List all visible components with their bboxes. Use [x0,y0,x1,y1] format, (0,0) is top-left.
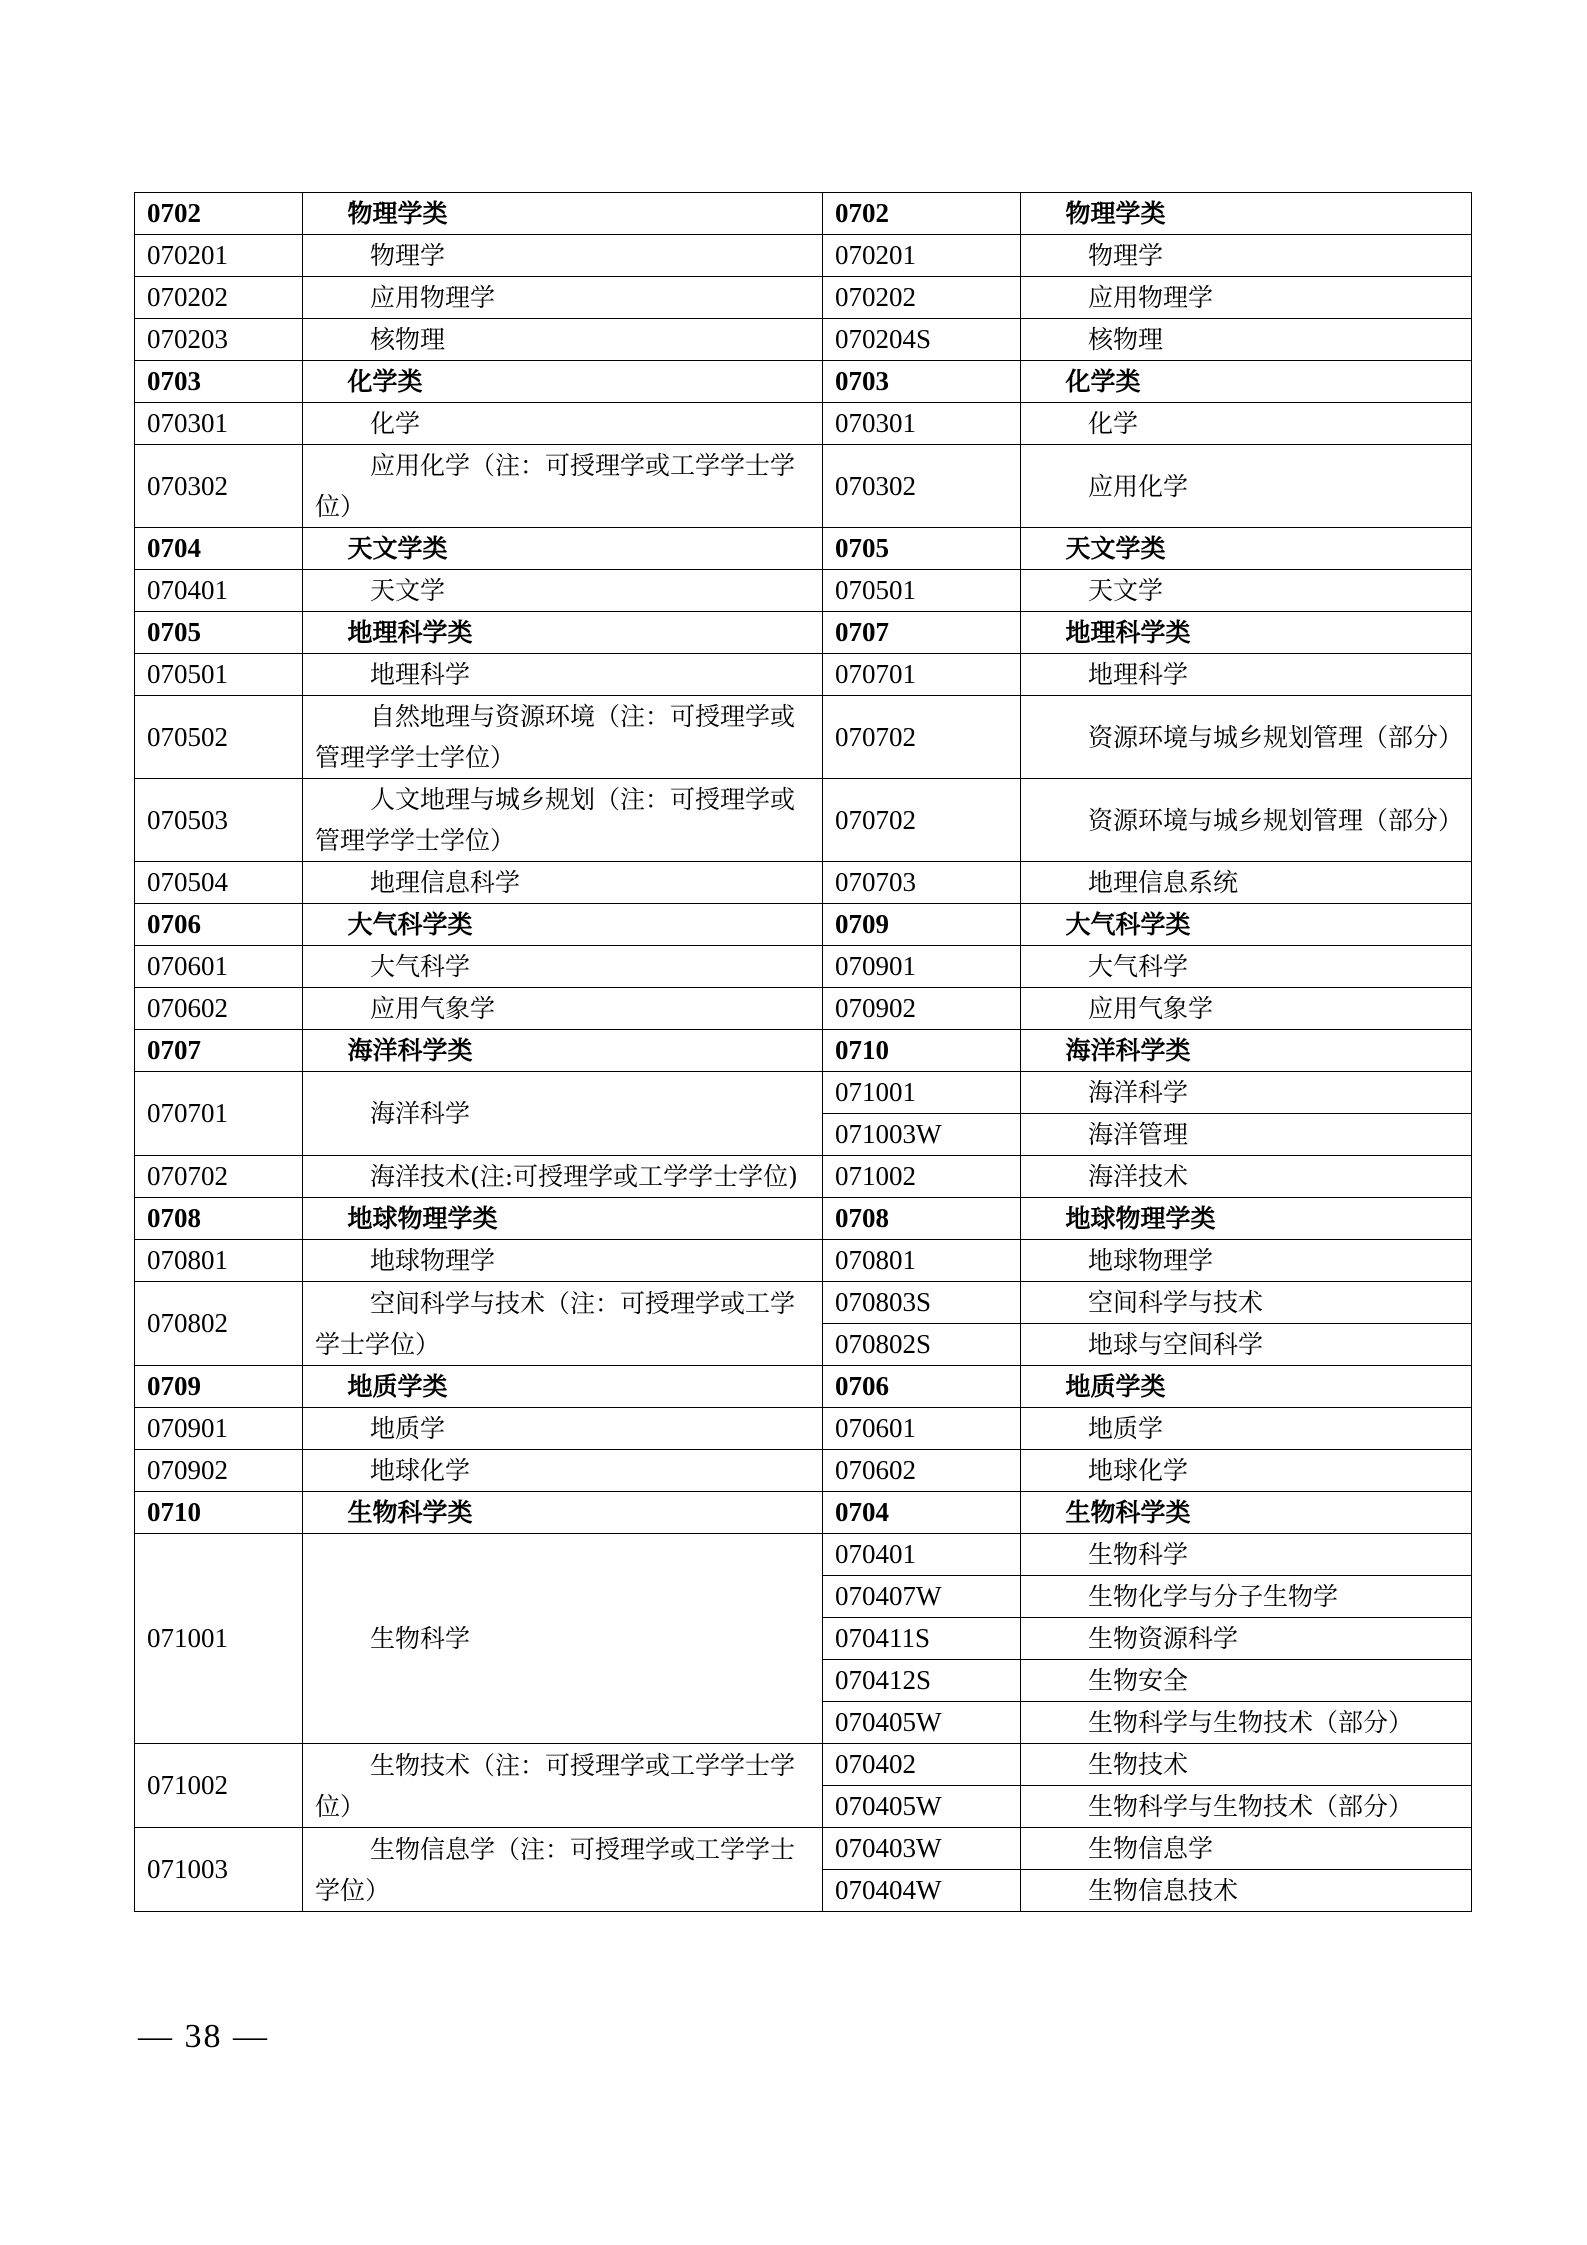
category-header-row [135,1492,1472,1534]
table-row [135,946,1472,988]
right-category-name: 大气科学类 [1021,904,1472,946]
page-number: — 38 — [138,2018,269,2055]
right-major-name: 资源环境与城乡规划管理（部分） [1021,779,1472,862]
right-major-code: 070602 [823,1450,1021,1492]
right-major-name: 海洋科学 [1021,1072,1472,1114]
right-major-code: 070302 [823,445,1021,528]
right-major-code: 070204S [823,319,1021,361]
right-major-name: 核物理 [1021,319,1472,361]
left-major-name: 应用气象学 [303,988,823,1030]
right-major-code: 070402 [823,1744,1021,1786]
left-major-code: 070201 [135,235,303,277]
category-header-row [135,1030,1472,1072]
left-major-name: 空间科学与技术（注：可授理学或工学学士学位） [303,1282,823,1366]
right-category-name: 海洋科学类 [1021,1030,1472,1072]
left-major-name: 地理科学 [303,654,823,696]
right-category-name: 地质学类 [1021,1366,1472,1408]
right-major-name: 物理学 [1021,235,1472,277]
left-category-code: 0709 [135,1366,303,1408]
table-row [135,235,1472,277]
left-major-code: 071003 [135,1828,303,1912]
category-header-row [135,193,1472,235]
right-major-name: 地球物理学 [1021,1240,1472,1282]
table-row [135,1156,1472,1198]
table-row [135,1408,1472,1450]
left-category-code: 0704 [135,528,303,570]
right-major-code: 070404W [823,1870,1021,1912]
category-header-row [135,1366,1472,1408]
left-major-code: 070302 [135,445,303,528]
right-major-name: 生物科学与生物技术（部分） [1021,1786,1472,1828]
table-row [135,319,1472,361]
left-major-name: 生物科学 [303,1534,823,1744]
left-category-name: 生物科学类 [303,1492,823,1534]
right-major-name: 大气科学 [1021,946,1472,988]
category-header-row [135,1198,1472,1240]
right-category-code: 0704 [823,1492,1021,1534]
right-major-name: 空间科学与技术 [1021,1282,1472,1324]
right-category-code: 0710 [823,1030,1021,1072]
left-major-name: 地理信息科学 [303,862,823,904]
right-major-code: 070412S [823,1660,1021,1702]
right-major-code: 070703 [823,862,1021,904]
left-major-name: 天文学 [303,570,823,612]
left-category-code: 0707 [135,1030,303,1072]
left-major-code: 070801 [135,1240,303,1282]
left-major-code: 070501 [135,654,303,696]
left-category-name: 地球物理学类 [303,1198,823,1240]
category-header-row [135,904,1472,946]
left-major-code: 070203 [135,319,303,361]
right-major-name: 化学 [1021,403,1472,445]
category-header-row [135,612,1472,654]
left-major-code: 070602 [135,988,303,1030]
table-row [135,403,1472,445]
left-major-code: 070702 [135,1156,303,1198]
table-row [135,988,1472,1030]
left-major-name: 应用物理学 [303,277,823,319]
table-row [135,1744,1472,1786]
left-major-code: 070504 [135,862,303,904]
right-category-code: 0702 [823,193,1021,235]
right-major-code: 070702 [823,696,1021,779]
table-row [135,570,1472,612]
right-major-name: 天文学 [1021,570,1472,612]
category-header-row [135,528,1472,570]
right-major-name: 生物资源科学 [1021,1618,1472,1660]
left-category-name: 地质学类 [303,1366,823,1408]
right-major-code: 071001 [823,1072,1021,1114]
right-major-code: 070801 [823,1240,1021,1282]
left-category-code: 0703 [135,361,303,403]
left-major-name: 地球物理学 [303,1240,823,1282]
table-row [135,445,1472,528]
left-category-name: 化学类 [303,361,823,403]
left-category-name: 海洋科学类 [303,1030,823,1072]
right-major-code: 070411S [823,1618,1021,1660]
right-major-name: 应用物理学 [1021,277,1472,319]
table-row [135,1240,1472,1282]
table-row [135,1072,1472,1114]
right-major-code: 071002 [823,1156,1021,1198]
left-major-code: 070901 [135,1408,303,1450]
table-row [135,862,1472,904]
right-major-name: 海洋技术 [1021,1156,1472,1198]
left-major-code: 071002 [135,1744,303,1828]
left-major-code: 070301 [135,403,303,445]
right-major-name: 地理信息系统 [1021,862,1472,904]
right-major-code: 070202 [823,277,1021,319]
left-major-name: 地质学 [303,1408,823,1450]
right-major-code: 070701 [823,654,1021,696]
left-category-name: 物理学类 [303,193,823,235]
right-major-name: 资源环境与城乡规划管理（部分） [1021,696,1472,779]
left-category-name: 天文学类 [303,528,823,570]
left-category-name: 大气科学类 [303,904,823,946]
right-major-code: 070405W [823,1702,1021,1744]
left-major-name: 地球化学 [303,1450,823,1492]
right-major-code: 070301 [823,403,1021,445]
right-category-name: 地理科学类 [1021,612,1472,654]
left-major-code: 070202 [135,277,303,319]
left-major-name: 海洋技术(注:可授理学或工学学士学位) [303,1156,823,1198]
table-row [135,1828,1472,1870]
right-major-code: 070601 [823,1408,1021,1450]
right-category-code: 0707 [823,612,1021,654]
right-major-name: 海洋管理 [1021,1114,1472,1156]
right-major-name: 生物安全 [1021,1660,1472,1702]
right-major-code: 070802S [823,1324,1021,1366]
right-major-name: 地球与空间科学 [1021,1324,1472,1366]
left-major-name: 海洋科学 [303,1072,823,1156]
right-major-code: 070902 [823,988,1021,1030]
left-major-code: 070503 [135,779,303,862]
right-major-name: 生物技术 [1021,1744,1472,1786]
table-row [135,696,1472,779]
left-major-code: 070802 [135,1282,303,1366]
right-category-name: 化学类 [1021,361,1472,403]
left-major-code: 070401 [135,570,303,612]
right-major-code: 071003W [823,1114,1021,1156]
right-major-name: 地理科学 [1021,654,1472,696]
left-major-code: 070902 [135,1450,303,1492]
left-major-name: 应用化学（注：可授理学或工学学士学位） [303,445,823,528]
right-major-name: 应用气象学 [1021,988,1472,1030]
left-major-name: 自然地理与资源环境（注：可授理学或管理学学士学位） [303,696,823,779]
right-major-name: 生物化学与分子生物学 [1021,1576,1472,1618]
table-row [135,654,1472,696]
right-major-code: 070403W [823,1828,1021,1870]
left-category-code: 0702 [135,193,303,235]
table-row [135,277,1472,319]
left-major-name: 化学 [303,403,823,445]
right-category-code: 0705 [823,528,1021,570]
right-major-name: 地球化学 [1021,1450,1472,1492]
left-major-code: 070601 [135,946,303,988]
right-category-name: 地球物理学类 [1021,1198,1472,1240]
right-major-code: 070201 [823,235,1021,277]
left-major-name: 生物技术（注：可授理学或工学学士学位） [303,1744,823,1828]
table-row [135,1282,1472,1324]
right-major-code: 070702 [823,779,1021,862]
right-major-name: 生物信息技术 [1021,1870,1472,1912]
table-body [135,193,1472,1912]
left-major-name: 核物理 [303,319,823,361]
right-major-code: 070407W [823,1576,1021,1618]
right-major-name: 应用化学 [1021,445,1472,528]
right-category-name: 物理学类 [1021,193,1472,235]
left-category-name: 地理科学类 [303,612,823,654]
left-major-code: 071001 [135,1534,303,1744]
left-major-code: 070701 [135,1072,303,1156]
left-major-name: 人文地理与城乡规划（注：可授理学或管理学学士学位） [303,779,823,862]
left-major-name: 生物信息学（注：可授理学或工学学士学位） [303,1828,823,1912]
right-category-code: 0703 [823,361,1021,403]
table-row [135,1450,1472,1492]
right-category-name: 天文学类 [1021,528,1472,570]
right-category-code: 0708 [823,1198,1021,1240]
left-category-code: 0705 [135,612,303,654]
major-comparison-table [134,192,1472,1912]
right-major-name: 地质学 [1021,1408,1472,1450]
right-major-code: 070405W [823,1786,1021,1828]
right-category-code: 0706 [823,1366,1021,1408]
left-category-code: 0710 [135,1492,303,1534]
right-major-code: 070501 [823,570,1021,612]
left-category-code: 0708 [135,1198,303,1240]
right-major-name: 生物科学 [1021,1534,1472,1576]
left-major-code: 070502 [135,696,303,779]
category-header-row [135,361,1472,403]
left-major-name: 物理学 [303,235,823,277]
left-major-name: 大气科学 [303,946,823,988]
right-major-code: 070901 [823,946,1021,988]
right-major-code: 070803S [823,1282,1021,1324]
right-major-code: 070401 [823,1534,1021,1576]
right-major-name: 生物信息学 [1021,1828,1472,1870]
table-row [135,1534,1472,1576]
right-major-name: 生物科学与生物技术（部分） [1021,1702,1472,1744]
table-row [135,779,1472,862]
right-category-code: 0709 [823,904,1021,946]
right-category-name: 生物科学类 [1021,1492,1472,1534]
left-category-code: 0706 [135,904,303,946]
